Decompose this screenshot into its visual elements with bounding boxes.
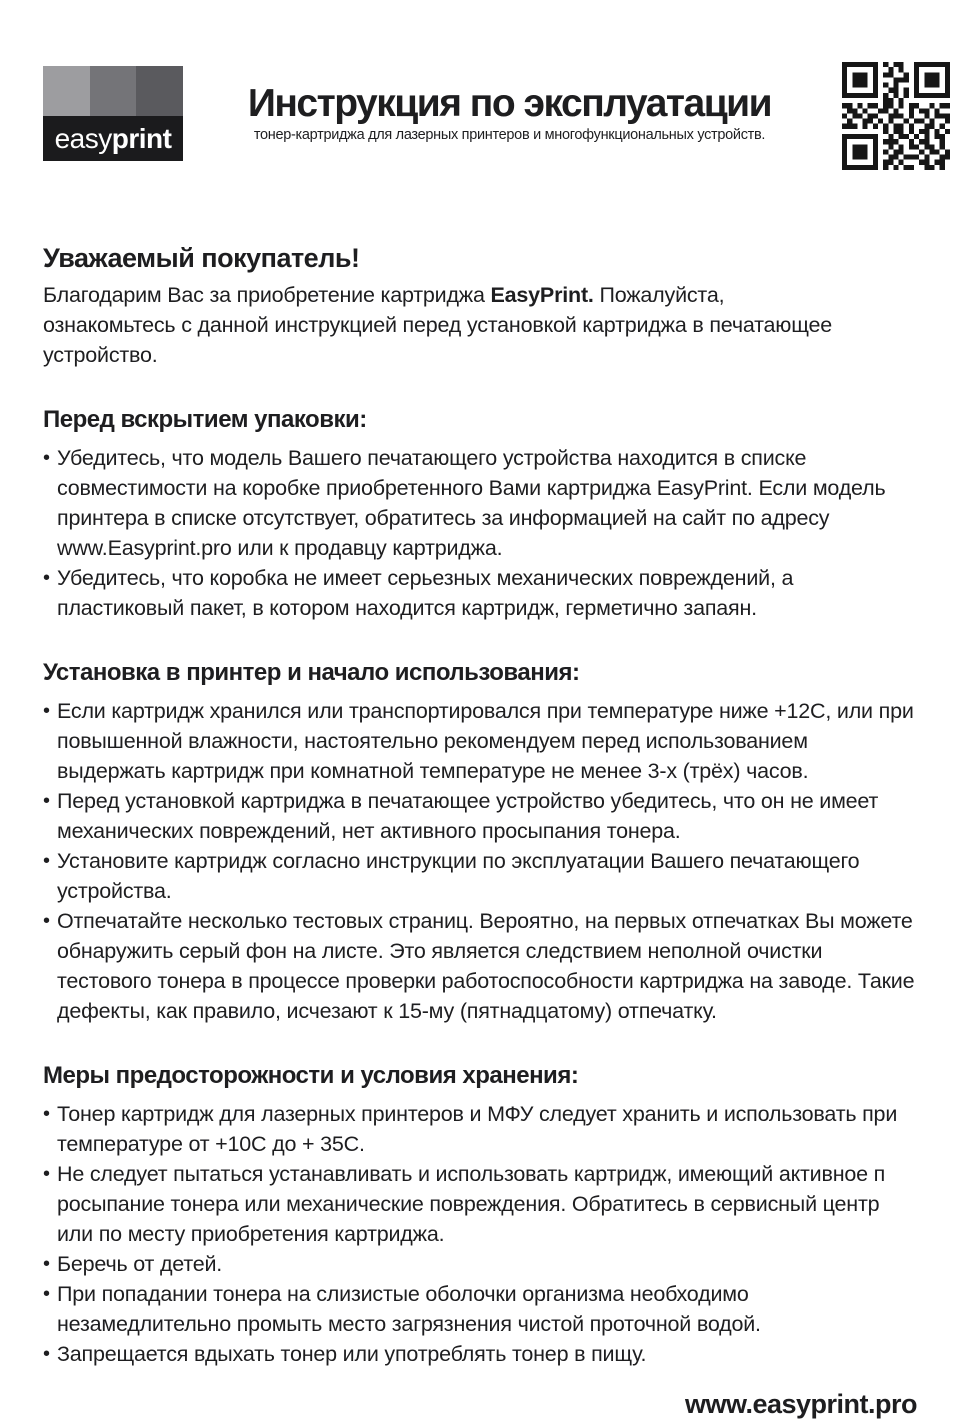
list-item: • Тонер картридж для лазерных принтеров и МФУ следует хранить и использовать при температуре от +10С до + 35С. xyxy=(43,1099,917,1159)
bullet-list xyxy=(43,1099,917,1369)
qr-code-svg xyxy=(842,62,950,170)
bullet-list xyxy=(43,443,917,623)
page-title: Инструкция по эксплуатации xyxy=(247,82,772,125)
list-item: • Беречь от детей. xyxy=(43,1249,917,1279)
logo-wordmark-print: print xyxy=(111,122,172,154)
page-subtitle: тонер-картриджа для лазерных принтеров и многофункциональных устройств. xyxy=(253,127,766,143)
document-body xyxy=(43,242,917,1420)
list-item: • При попадании тонера на слизистые оболочки организма необходимо незамедлительно промыть место загрязнения чистой проточной водой. xyxy=(43,1279,917,1339)
list-item: • Если картридж хранился или транспортировался при температуре ниже +12С, или при повышенной влажности, настоятельно рекомендуем перед использованием выдержать картридж при комнатной температуре не менее 3-х (трёх) часов. xyxy=(43,696,917,786)
bullet-list xyxy=(43,696,917,1026)
logo-square-dark xyxy=(136,66,183,116)
section-heading-installation: Установка в принтер и начало использования: xyxy=(43,659,580,686)
page-header xyxy=(43,66,917,170)
list-item: • Перед установкой картриджа в печатающее устройство убедитесь, что он не имеет механических повреждений, нет активного просыпания тонера. xyxy=(43,786,917,846)
brand-name-bold: EasyPrint. xyxy=(490,283,594,307)
list-item: • Убедитесь, что коробка не имеет серьезных механических повреждений, а пластиковый пакет, в котором находится картридж, герметично запаян. xyxy=(43,563,917,623)
section-heading-before-opening: Перед вскрытием упаковки: xyxy=(43,406,367,433)
section-installation xyxy=(43,658,917,1026)
list-item: • Установите картридж согласно инструкции по эксплуатации Вашего печатающего устройства. xyxy=(43,846,917,906)
logo-square-mid xyxy=(90,66,137,116)
footer-website: www.easyprint.pro xyxy=(684,1389,917,1419)
logo-wordmark xyxy=(43,116,183,161)
section-before-opening xyxy=(43,405,917,623)
list-item: • Отпечатайте несколько тестовых страниц. Вероятно, на первых отпечатках Вы можете обнаружить серый фон на листе. Это является следствием неполной очистки тестового тонера в процессе проверки работоспособности картриджа на заводе. Такие дефекты, как правило, исчезают к 15-му (пятнадцатому) отпечатку. xyxy=(43,906,917,1026)
intro-paragraph xyxy=(43,280,855,370)
intro-heading: Уважаемый покупатель! xyxy=(43,243,360,273)
footer xyxy=(43,1389,917,1420)
logo-square-light xyxy=(43,66,90,116)
list-item: • Запрещается вдыхать тонер или употреблять тонер в пищу. xyxy=(43,1339,917,1369)
list-item: • Не следует пытаться устанавливать и использовать картридж, имеющий активное п росыпание тонера или механические повреждения. Обратитесь в сервисный центр или по месту приобретения картриджа. xyxy=(43,1159,917,1249)
section-heading-precautions: Меры предосторожности и условия хранения: xyxy=(43,1062,579,1089)
intro-text-before: Благодарим Вас за приобретение картриджа xyxy=(43,283,491,307)
title-block xyxy=(183,66,836,143)
logo-wordmark-easy: easy xyxy=(54,122,112,154)
intro-text-after: Пожалуйста, ознакомьтесь с данной инструкцией перед установкой картриджа в печатающее устройство. xyxy=(43,283,832,367)
logo-squares-icon xyxy=(43,66,183,116)
brand-logo xyxy=(43,66,183,161)
list-item: • Убедитесь, что модель Вашего печатающего устройства находится в списке совместимости на коробке приобретенного Вами картриджа EasyPrint. Если модель принтера в списке отсутствует, обратитесь за информацией на сайт по адресу www.Easyprint.pro или к продавцу картриджа. xyxy=(43,443,917,563)
qr-code xyxy=(842,62,950,170)
section-precautions xyxy=(43,1061,917,1369)
